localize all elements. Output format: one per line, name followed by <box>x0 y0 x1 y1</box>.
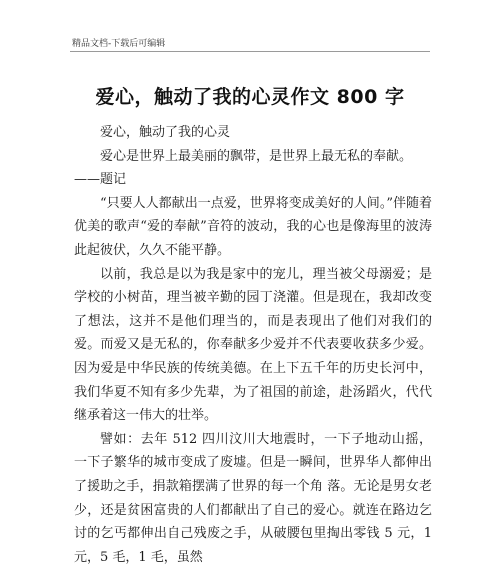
paragraph-3: 譬如：去年 512 四川汶川大地震时，一下子地动山摇，一下子繁华的城市变成了废墟。但是一瞬间，世界华人都伸出了援助之手，捐款箱摆满了世界的每一个角 落。无论是男女老少，还是贫困富贵的人们都献出了自己的爱心。就连在路边乞讨的乞丐都伸出自己残废之手，从破腰包里掏出零钱 5 元，1 元，5 毛，1 毛，虽然 <box>74 431 432 565</box>
paragraph-2: 以前，我总是以为我是家中的宠儿，理当被父母溺爱；是学校的小树苗，理当被辛勤的园丁浇灌。但是现在，我却改变了想法，这并不是他们理当的，而是表现出了他们对我们的爱。而爱又是无私的，你奉献多少爱并不代表要收获多少爱。因为爱是中华民族的传统美德。在上下五千年的历史长河中，我们华夏不知有多少先辈，为了祖国的前途，赴汤蹈火，代代继承着这一伟大的壮举。 <box>74 266 432 424</box>
paragraph-subtitle: 爱心，触动了我的心灵 <box>100 125 231 140</box>
document-title: 爱心，触动了我的心灵作文 800 字 <box>95 86 405 108</box>
paragraph-epigraph-label: ——题记 <box>74 172 127 188</box>
header-note: 精品文档-下载后可编辑 <box>72 39 166 49</box>
paragraph-motto: 爱心是世界上最美丽的飘带，是世界上最无私的奉献。 <box>100 148 413 164</box>
document-body <box>74 121 432 569</box>
header-divider <box>70 51 430 52</box>
paragraph-1: “只要人人都献出一点爱，世界将变成美好的人间。”伴随着优美的歌声“爱的奉献”音符的波动，我的心也是像海里的波涛此起彼伏，久久不能平静。 <box>74 195 432 258</box>
